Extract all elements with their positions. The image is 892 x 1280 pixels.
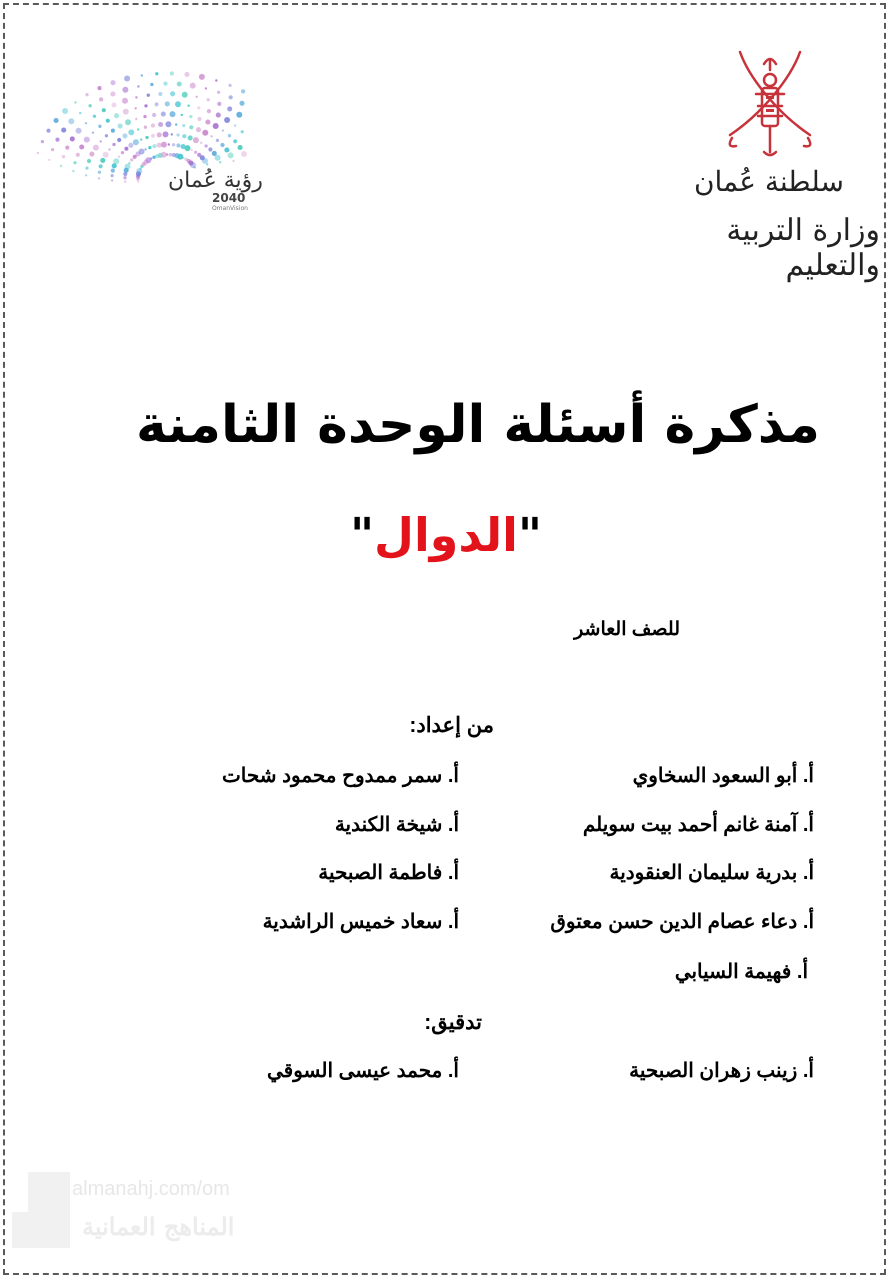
vision-logo-dot <box>139 149 145 155</box>
vision-logo-dot <box>205 87 207 89</box>
vision-logo-dot <box>114 113 119 118</box>
vision-logo-dot <box>197 106 200 109</box>
subtitle-quote-open: " <box>350 508 375 562</box>
vision-logo-dot <box>79 112 81 114</box>
oman-emblem-icon <box>720 40 820 160</box>
author-name: أ. دعاء عصام الدين حسن معتوق <box>550 911 814 933</box>
vision-logo-dot <box>166 153 168 155</box>
vision-logo-dot <box>220 143 224 147</box>
vision-logo-dot <box>140 138 142 140</box>
reviewer-name: أ. زينب زهران الصبحية <box>629 1060 814 1082</box>
vision-logo-dot <box>163 131 169 137</box>
vision-logo-dot <box>152 144 156 148</box>
vision-logo-dot <box>234 124 236 126</box>
vision-logo-dot <box>128 162 130 164</box>
vision-logo-dot <box>85 122 87 124</box>
vision-logo-dot <box>228 134 231 137</box>
vision-logo-dot <box>184 72 189 77</box>
vision-logo-dot <box>176 143 180 147</box>
author-name: أ. سعاد خميس الراشدية <box>262 911 459 933</box>
document-title: مذكرة أسئلة الوحدة الثامنة <box>136 395 820 455</box>
vision-logo-dot <box>100 158 105 163</box>
vision-logo-dot <box>125 164 131 170</box>
vision-logo-dot <box>161 152 167 158</box>
vision-logo-dot <box>189 125 193 129</box>
vision-logo-dot <box>202 158 208 164</box>
vision-logo-dot <box>122 133 127 138</box>
vision-logo-dot <box>93 115 96 118</box>
vision-logo-dot <box>139 168 141 170</box>
vision-logo-dot <box>213 123 219 129</box>
vision-logo-dot <box>122 87 128 93</box>
vision-logo-dot <box>224 147 229 152</box>
vision-logo-dot <box>169 153 172 156</box>
vision-logo-dot <box>177 154 183 160</box>
vision-logo-dot <box>105 134 108 137</box>
vision-logo-dot <box>60 165 62 167</box>
vision-logo-dot <box>123 176 126 179</box>
vision-logo-dot <box>62 108 68 114</box>
review-label: تدقيق: <box>424 1011 482 1034</box>
vision-logo-dot <box>151 134 155 138</box>
document-subtitle <box>300 508 592 562</box>
vision-logo-dot <box>215 155 221 161</box>
vision-logo-dot <box>100 140 102 142</box>
vision-logo-dot <box>144 148 146 150</box>
vision-logo-dot <box>194 151 197 154</box>
vision-logo-dot <box>92 132 94 134</box>
subtitle-topic: الدوال <box>374 508 518 562</box>
oman-vision-wordmark <box>168 168 308 212</box>
vision-logo-dot <box>165 121 171 127</box>
vision-logo-dot <box>54 118 59 123</box>
vision-year: 2040 <box>212 191 246 205</box>
vision-logo-dot <box>216 139 219 142</box>
vision-logo-dot <box>61 128 66 133</box>
vision-logo-dot <box>152 113 156 117</box>
vision-logo-dot <box>70 136 75 141</box>
author-name: أ. أبو السعود السخاوي <box>632 765 814 787</box>
vision-logo-dot <box>55 138 59 142</box>
vision-logo-dot <box>170 91 175 96</box>
vision-logo-dot <box>79 144 84 149</box>
vision-logo-dot <box>200 142 202 144</box>
vision-logo-dot <box>163 82 167 86</box>
author-name: أ. آمنة غانم أحمد بيت سويلم <box>582 814 814 836</box>
vision-logo-dot <box>207 109 211 113</box>
vision-logo-dot <box>217 102 221 106</box>
vision-logo-dot <box>158 122 163 127</box>
vision-logo-dot <box>155 102 159 106</box>
vision-logo-dot <box>197 117 201 121</box>
vision-logo-dot <box>99 164 103 168</box>
vision-logo-dot <box>189 115 192 118</box>
vision-logo-dot <box>182 124 185 127</box>
watermark-url: almanahj.com/om <box>72 1178 230 1200</box>
vision-logo-dot <box>175 101 181 107</box>
vision-logo-dot <box>165 101 170 106</box>
vision-logo-dot <box>205 120 210 125</box>
vision-logo-dot <box>161 112 166 117</box>
vision-logo-dot <box>73 161 76 164</box>
vision-logo-dot <box>196 127 201 132</box>
vision-logo-dot <box>135 96 137 98</box>
vision-logo-dot <box>182 92 188 98</box>
watermark-arabic: المناهج العمانية <box>82 1212 235 1241</box>
vision-logo-dot <box>151 123 155 127</box>
vision-logo-dot <box>157 143 162 148</box>
vision-logo-dot <box>74 101 76 103</box>
vision-logo-dot <box>204 144 207 147</box>
vision-logo-dot <box>46 129 50 133</box>
vision-logo-dot <box>215 79 217 81</box>
vision-logo-dot <box>222 129 224 131</box>
vision-logo-dot <box>112 143 115 146</box>
author-name: أ. بدرية سليمان العنقودية <box>609 862 814 884</box>
vision-logo-dot <box>123 109 129 115</box>
vision-logo-dot <box>202 130 208 136</box>
vision-arabic-text: رؤية عُمان <box>168 168 263 193</box>
prepared-by-label: من إعداد: <box>409 714 494 737</box>
vision-logo-dot <box>89 152 94 157</box>
vision-logo-dot <box>98 125 101 128</box>
vision-logo-dot <box>208 147 212 151</box>
vision-logo-dot <box>210 135 212 137</box>
vision-logo-dot <box>217 91 220 94</box>
vision-logo-dot <box>172 143 175 146</box>
vision-logo-dot <box>51 148 54 151</box>
vision-logo-dot <box>76 153 80 157</box>
vision-logo-dot <box>108 148 110 150</box>
watermark-logo-block <box>28 1172 70 1212</box>
vision-logo-dot <box>98 171 101 174</box>
vision-logo-dot <box>219 161 221 163</box>
vision-logo-dot <box>144 126 147 129</box>
vision-logo-dot <box>72 170 74 172</box>
vision-logo-dot <box>124 76 130 82</box>
vision-logo-dot <box>207 98 210 101</box>
author-name: أ. سمر ممدوح محمود شحات <box>221 765 459 787</box>
vision-logo-dot <box>85 93 88 96</box>
vision-logo-dot <box>125 119 131 125</box>
watermark-logo-block <box>12 1212 70 1248</box>
vision-logo-dot <box>175 123 177 125</box>
vision-logo-dot <box>158 92 162 96</box>
vision-logo-dot <box>85 166 88 169</box>
vision-logo-dot <box>199 74 205 80</box>
vision-logo-dot <box>128 143 133 148</box>
vision-logo-dot <box>147 94 150 97</box>
vision-logo-dot <box>232 160 234 162</box>
vision-logo-dot <box>227 106 232 111</box>
vision-logo-dot <box>238 145 243 150</box>
vision-logo-dot <box>99 97 103 101</box>
vision-logo-dot <box>157 132 162 137</box>
vision-logo-dot <box>106 119 110 123</box>
vision-logo-dot <box>87 159 91 163</box>
vision-logo-dot <box>111 179 113 181</box>
vision-logo-dot <box>144 104 147 107</box>
vision-logo-dot <box>118 124 123 129</box>
vision-logo-dot <box>93 145 99 151</box>
reviewer-name: أ. محمد عيسى السوقي <box>266 1060 459 1082</box>
vision-logo-dot <box>168 143 170 145</box>
vision-logo-dot <box>188 135 193 140</box>
vision-logo-dot <box>145 136 148 139</box>
vision-logo-dot <box>137 85 139 87</box>
vision-logo-dot <box>191 149 193 151</box>
vision-logo-dot <box>241 151 247 157</box>
vision-logo-dot <box>148 146 151 149</box>
vision-logo-dot <box>206 163 208 165</box>
author-name: أ. فهيمة السيابي <box>674 961 808 983</box>
vision-logo-dot <box>155 72 158 75</box>
vision-logo-dot <box>62 155 65 158</box>
vision-logo-dot <box>150 157 152 159</box>
vision-logo-dot <box>76 128 82 134</box>
author-name: أ. شيخة الكندية <box>334 814 459 836</box>
vision-logo-dot <box>182 157 184 159</box>
vision-logo-dot <box>110 80 115 85</box>
vision-logo-dot <box>84 137 90 143</box>
vision-logo-dot <box>182 134 186 138</box>
vision-logo-dot <box>137 181 139 183</box>
vision-logo-dot <box>121 151 124 154</box>
vision-logo-dot <box>233 139 237 143</box>
vision-logo-dot <box>130 158 133 161</box>
vision-logo-dot <box>181 114 183 116</box>
vision-logo-dot <box>128 129 134 135</box>
vision-logo-dot <box>170 71 174 75</box>
ministry-country-line: سلطنة عُمان <box>693 165 844 198</box>
vision-logo-dot <box>141 74 143 76</box>
vision-logo-dot <box>229 95 233 99</box>
vision-logo-dot <box>65 146 69 150</box>
vision-logo-dot <box>37 152 39 154</box>
vision-logo-dot <box>133 139 139 145</box>
vision-logo-dot <box>161 142 167 148</box>
vision-logo-dot <box>241 130 244 133</box>
vision-logo-dot <box>122 98 128 104</box>
vision-logo-dot <box>236 112 242 118</box>
vision-logo-dot <box>228 84 231 87</box>
vision-logo-dot <box>110 91 115 96</box>
vision-logo-dot <box>48 159 50 161</box>
vision-logo-dot <box>124 180 126 182</box>
vision-logo-dot <box>68 118 74 124</box>
vision-latin-text: OmanVision <box>212 205 248 212</box>
vision-logo-dot <box>98 177 100 179</box>
vision-logo-dot <box>193 137 199 143</box>
vision-logo-dot <box>102 108 106 112</box>
vision-logo-dot <box>111 169 115 173</box>
vision-logo-dot <box>216 113 221 118</box>
author-name: أ. فاطمة الصبحية <box>318 862 459 884</box>
vision-logo-dot <box>241 89 245 93</box>
vision-logo-dot <box>187 105 189 107</box>
vision-logo-dot <box>88 104 91 107</box>
vision-logo-dot <box>239 101 244 106</box>
subtitle-quote-close: " <box>517 508 542 562</box>
vision-logo-dot <box>111 129 115 133</box>
ministry-name-line: وزارة التربية والتعليم <box>726 213 880 283</box>
vision-logo-dot <box>176 133 179 136</box>
vision-logo-dot <box>124 147 128 151</box>
vision-logo-dot <box>190 83 196 89</box>
vision-logo-dot <box>137 128 139 130</box>
vision-logo-dot <box>103 152 109 158</box>
vision-logo-dot <box>185 145 191 151</box>
vision-logo-dot <box>85 174 87 176</box>
vision-logo-dot <box>150 83 153 86</box>
vision-logo-dot <box>111 102 116 107</box>
vision-logo-dot <box>41 140 44 143</box>
vision-logo-dot <box>143 115 146 118</box>
vision-logo-dot <box>135 107 137 109</box>
vision-logo-dot <box>224 117 230 123</box>
vision-logo-dot <box>97 86 101 90</box>
grade-label: للصف العاشر <box>574 619 680 640</box>
vision-logo-dot <box>117 138 121 142</box>
vision-logo-dot <box>113 158 119 164</box>
vision-logo-dot <box>110 174 113 177</box>
vision-logo-dot <box>135 118 137 120</box>
vision-logo-dot <box>228 152 234 158</box>
vision-logo-dot <box>118 156 120 158</box>
vision-logo-dot <box>196 96 198 98</box>
vision-logo-dot <box>170 111 176 117</box>
vision-logo-dot <box>171 133 173 135</box>
vision-logo-dot <box>177 81 182 86</box>
